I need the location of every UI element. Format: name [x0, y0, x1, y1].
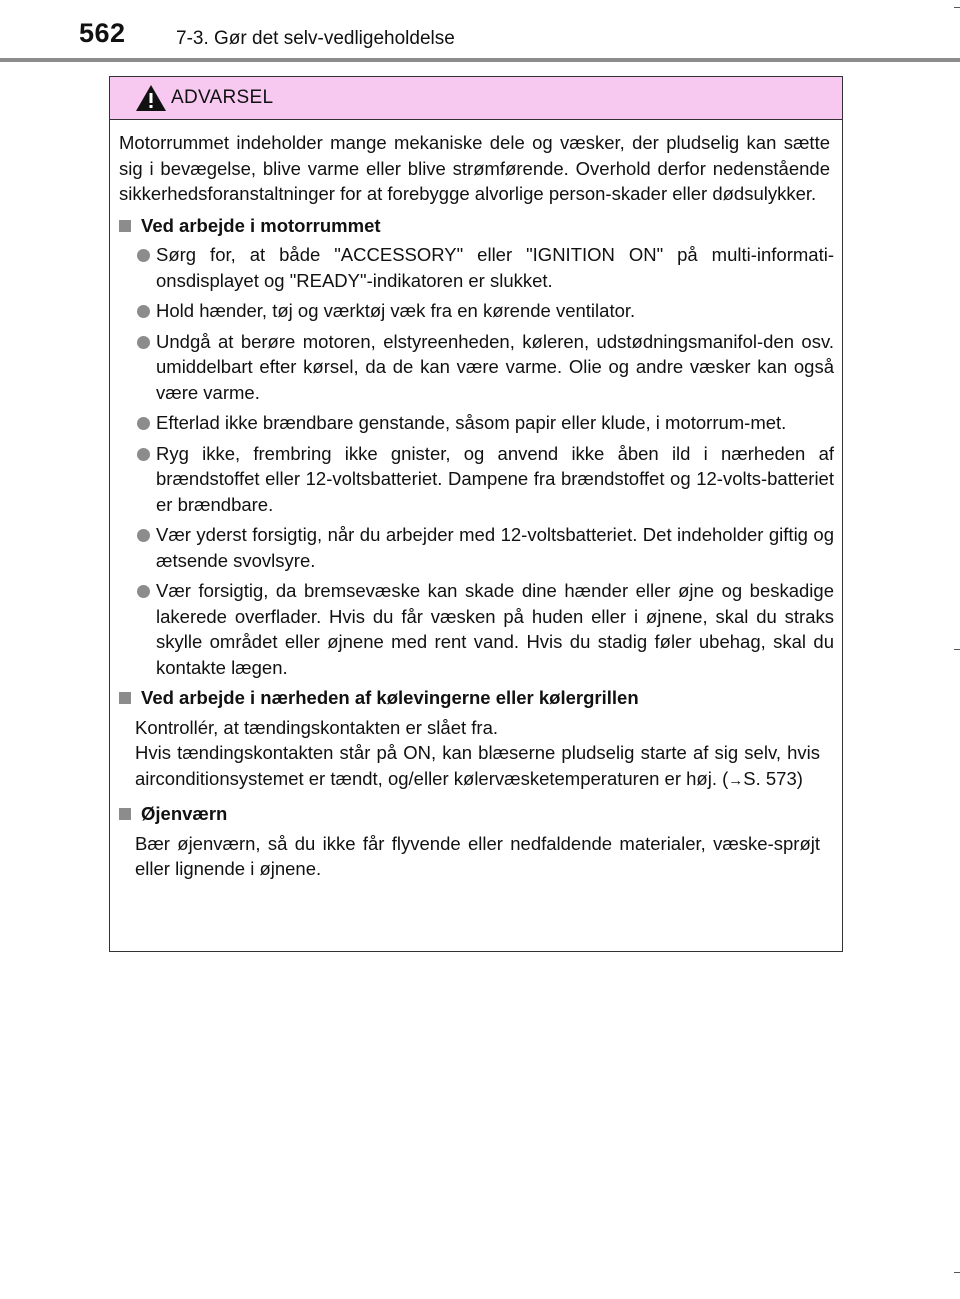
section-heading-text: Øjenværn	[141, 803, 228, 824]
list-item-text: Undgå at berøre motoren, elstyreenheden, køleren, udstødningsmanifol-den osv. umiddelbart efter kørsel, da de kan være varme. Olie og andre væsker kan også være varme.	[156, 330, 834, 403]
square-bullet-icon	[119, 692, 131, 704]
section-heading-text: Ved arbejde i motorrummet	[141, 214, 381, 236]
list-item-text: Vær forsigtig, da bremsevæske kan skade dine hænder eller øjne og beskadige lakerede overflader. Hvis du får væsken på huden eller i øjnene, skal du straks skylle området eller øjnene med rent vand. Hvis du stadig føler ubehag, skal du kontakte lægen.	[156, 580, 834, 678]
crop-mark	[954, 649, 960, 650]
list-item	[119, 578, 834, 680]
section-heading	[119, 685, 834, 711]
warning-header	[110, 77, 842, 120]
paragraph-line: Kontrollér, at tændingskontakten er slået fra.	[135, 716, 499, 738]
list-item	[119, 441, 834, 518]
warning-title: ADVARSEL	[171, 87, 274, 108]
section-heading-text: Ved arbejde i nærheden af kølevingerne eller kølergrillen	[141, 687, 639, 708]
list-item-text: Sørg for, at både "ACCESSORY" eller "IGNITION ON" på multi-informati-onsdisplayet og "READY"-indikatoren er slukket.	[156, 244, 834, 291]
header-rule	[0, 58, 960, 62]
list-item-text: Efterlad ikke brændbare genstande, såsom papir eller klude, i motorrum-met.	[156, 412, 787, 433]
list-item	[119, 242, 834, 293]
square-bullet-icon	[119, 220, 131, 232]
warning-body	[110, 120, 842, 882]
warning-triangle-icon	[135, 84, 167, 112]
list-item-text: Hold hænder, tøj og værktøj væk fra en kørende ventilator.	[156, 300, 636, 321]
section-heading	[119, 213, 834, 239]
section-paragraph	[119, 715, 820, 794]
section-title: 7-3. Gør det selv-vedligeholdelse	[176, 28, 455, 49]
round-bullet-icon	[137, 336, 150, 349]
paragraph-text: Hvis tændingskontakten står på ON, kan blæserne pludselig starte af sig selv, hvis airconditionsystemet er tændt, og/eller kølervæsketemperaturen er høj. (	[135, 742, 820, 789]
crop-mark	[954, 1272, 960, 1273]
square-bullet-icon	[119, 808, 131, 820]
round-bullet-icon	[137, 448, 150, 461]
page-number: 562	[79, 18, 126, 48]
round-bullet-icon	[137, 529, 150, 542]
list-item-text: Ryg ikke, frembring ikke gnister, og anvend ikke åben ild i nærheden af brændstoffet eller 12-voltsbatteriet. Dampene fra brændstoffet og 12-volts-batteriet er brændbare.	[156, 442, 834, 515]
list-item-text: Vær yderst forsigtig, når du arbejder med 12-voltsbatteriet. Det indeholder giftig og ætsende svovlsyre.	[156, 524, 834, 571]
list-item	[119, 298, 834, 324]
warning-box	[109, 76, 843, 952]
page-reference-link[interactable]: S. 573)	[743, 767, 803, 789]
round-bullet-icon	[137, 249, 150, 262]
list-item	[119, 329, 834, 406]
list-item	[119, 522, 834, 573]
arrow-right-icon: →	[728, 771, 744, 789]
warning-intro: Motorrummet indeholder mange mekaniske dele og væsker, der pludselig kan sætte sig i bevægelse, blive varme eller blive strømførende. Overhold derfor nedenstående sikkerhedsforanstaltninger for at forebygge alvorlige person-skader eller dødsulykker.	[119, 132, 830, 204]
section-heading	[119, 801, 834, 827]
round-bullet-icon	[137, 417, 150, 430]
list-item	[119, 410, 834, 436]
round-bullet-icon	[137, 585, 150, 598]
page-header	[0, 0, 960, 62]
round-bullet-icon	[137, 305, 150, 318]
paragraph-line	[135, 740, 820, 793]
section-paragraph: Bær øjenværn, så du ikke får flyvende eller nedfaldende materialer, væske-sprøjt eller lignende i øjnene.	[135, 832, 820, 879]
crop-mark	[954, 7, 960, 8]
